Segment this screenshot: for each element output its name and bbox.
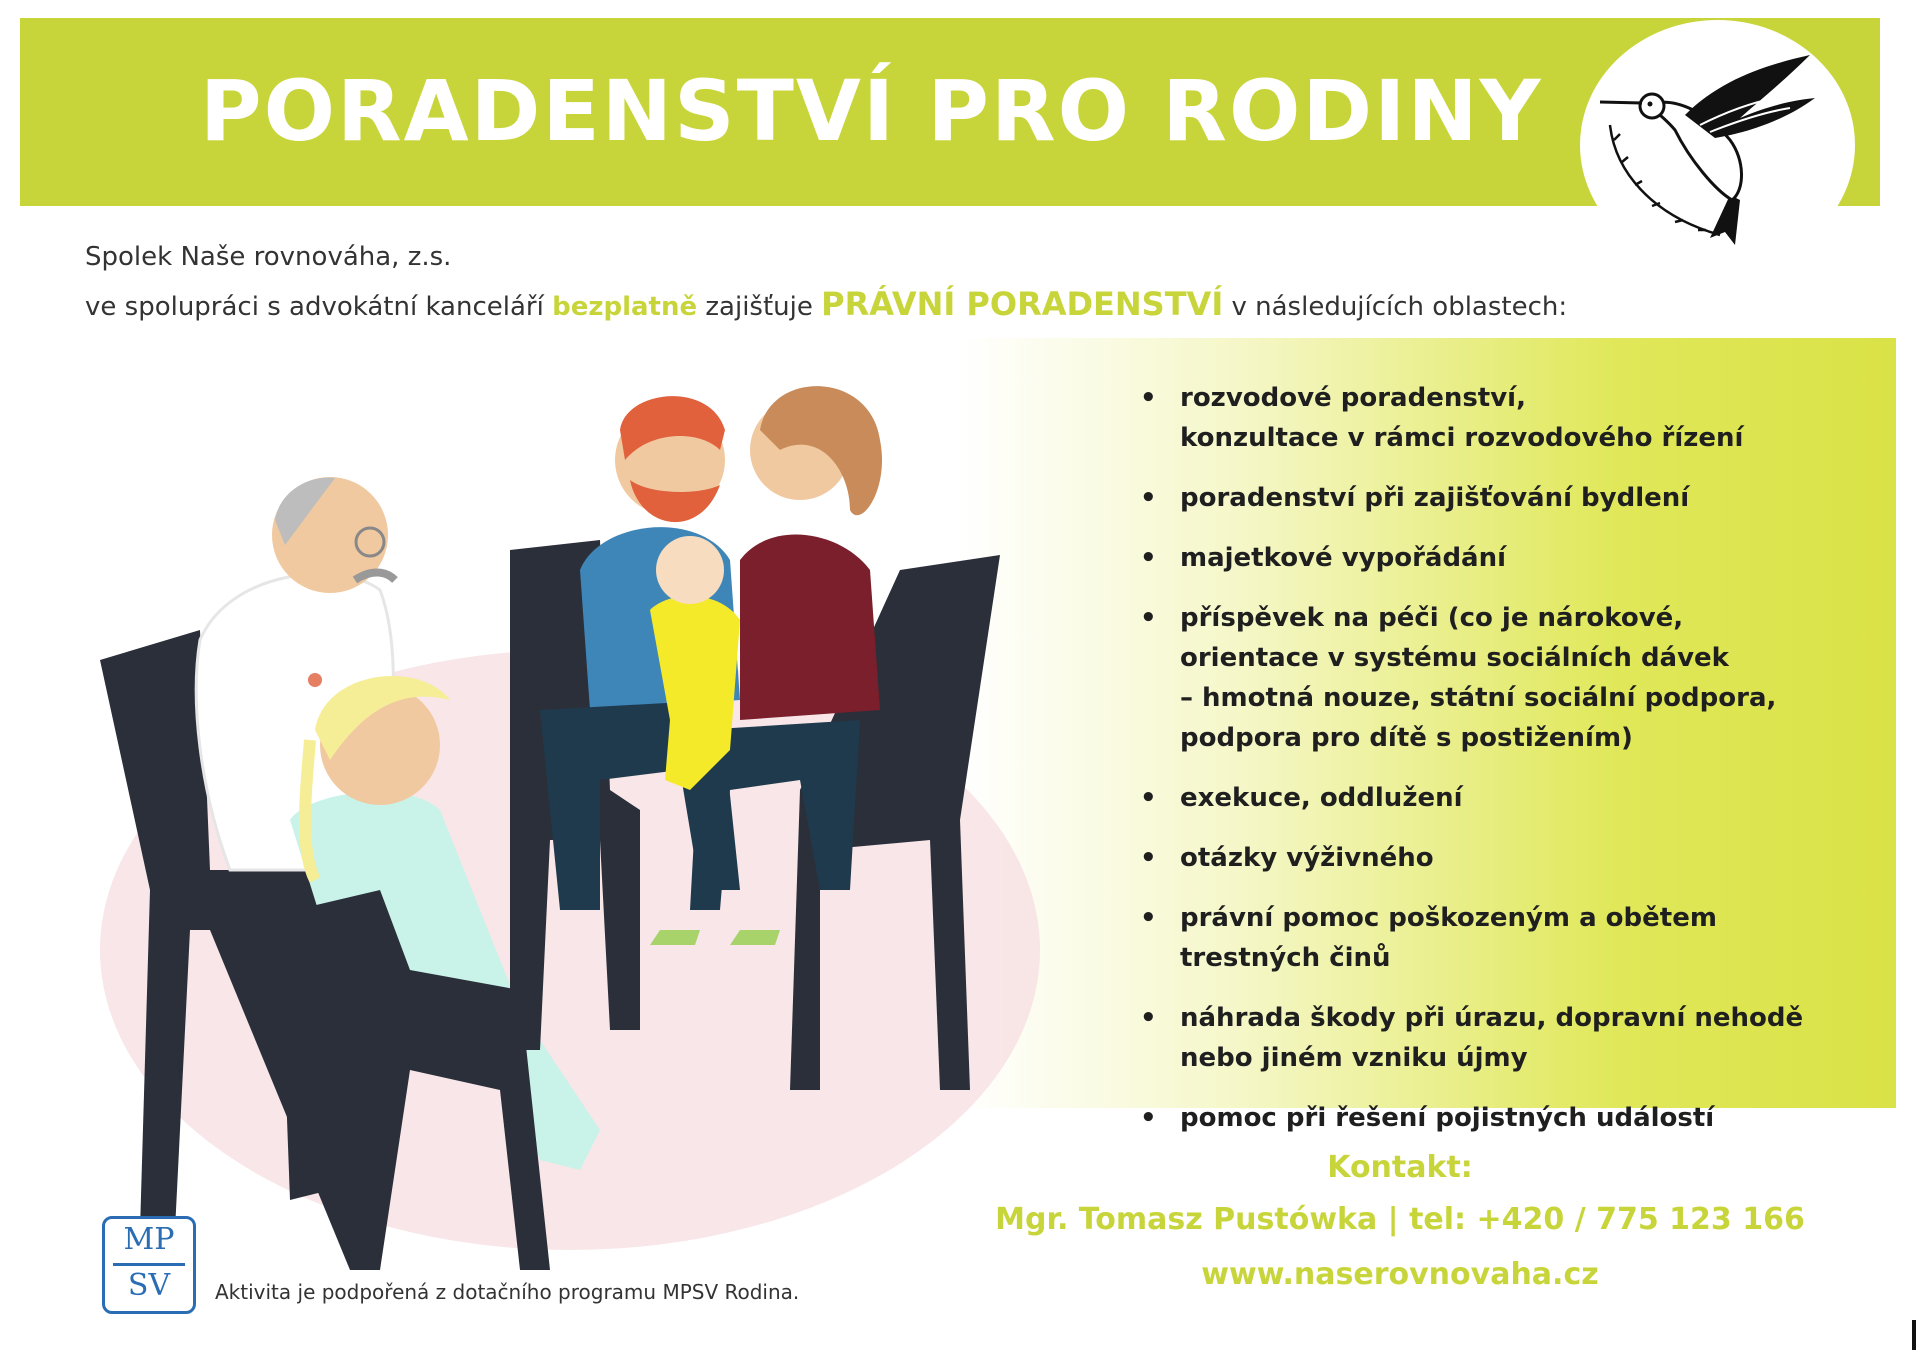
service-item	[1140, 538, 1880, 578]
hummingbird-logo	[1580, 20, 1855, 270]
mpsv-logo-rule	[113, 1263, 185, 1266]
service-text: právní pomoc poškozeným a obětem trestných činů	[1180, 903, 1717, 973]
intro-sentence	[85, 285, 1567, 323]
service-text: příspěvek na péči (co je nárokové, orientace v systému sociálních dávek – hmotná nouze, státní sociální podpora, podpora pro dítě s postižením)	[1180, 603, 1777, 753]
family-counseling-illustration	[80, 370, 1130, 1270]
service-text: otázky výživného	[1180, 843, 1434, 873]
page-title: PORADENSTVÍ PRO RODINY	[200, 62, 1543, 160]
funding-note: Aktivita je podpořená z dotačního programu MPSV Rodina.	[215, 1280, 800, 1304]
hummingbird-icon	[1580, 20, 1855, 270]
contact-label: Kontakt:	[1327, 1150, 1473, 1185]
service-item	[1140, 778, 1880, 818]
bullet-icon: •	[1140, 543, 1157, 573]
bullet-icon: •	[1140, 783, 1157, 813]
mpsv-logo	[102, 1216, 196, 1314]
intro-text-post: v následujících oblastech:	[1231, 292, 1568, 322]
service-item	[1140, 598, 1880, 758]
contact-block	[960, 1146, 1840, 1300]
service-text: majetkové vypořádání	[1180, 543, 1507, 573]
service-item	[1140, 1098, 1880, 1138]
service-item	[1140, 378, 1880, 458]
bullet-icon: •	[1140, 903, 1157, 933]
legal-advice-highlight: PRÁVNÍ PORADENSTVÍ	[821, 285, 1224, 323]
service-text: pomoc při řešení pojistných událostí	[1180, 1103, 1715, 1133]
website-link[interactable]: www.naserovnovaha.cz	[1201, 1257, 1599, 1292]
intro-text-pre: ve spolupráci s advokátní kanceláří	[85, 292, 544, 322]
free-highlight: bezplatně	[552, 292, 698, 322]
service-item	[1140, 838, 1880, 878]
bullet-icon: •	[1140, 843, 1157, 873]
intro-text-mid: zajišťuje	[705, 292, 813, 322]
service-text: náhrada škody při úrazu, dopravní nehodě nebo jiném vzniku újmy	[1180, 1003, 1804, 1073]
bullet-icon: •	[1140, 603, 1157, 633]
bullet-icon: •	[1140, 383, 1157, 413]
bullet-icon: •	[1140, 483, 1157, 513]
service-item	[1140, 478, 1880, 518]
service-item	[1140, 998, 1880, 1078]
service-text: rozvodové poradenství, konzultace v rámci rozvodového řízení	[1180, 383, 1744, 453]
service-item	[1140, 898, 1880, 978]
bullet-icon: •	[1140, 1003, 1157, 1033]
mpsv-logo-bottom: SV	[127, 1268, 171, 1303]
mpsv-logo-top: MP	[123, 1222, 175, 1257]
service-text: exekuce, oddlužení	[1180, 783, 1463, 813]
bullet-icon: •	[1140, 1103, 1157, 1133]
contact-person-phone: Mgr. Tomasz Pustówka | tel: +420 / 775 123 166	[995, 1202, 1805, 1237]
scan-edge-mark	[1912, 1320, 1916, 1350]
organization-name: Spolek Naše rovnováha, z.s.	[85, 242, 452, 272]
services-list	[1140, 378, 1880, 1158]
service-text: poradenství při zajišťování bydlení	[1180, 483, 1690, 513]
